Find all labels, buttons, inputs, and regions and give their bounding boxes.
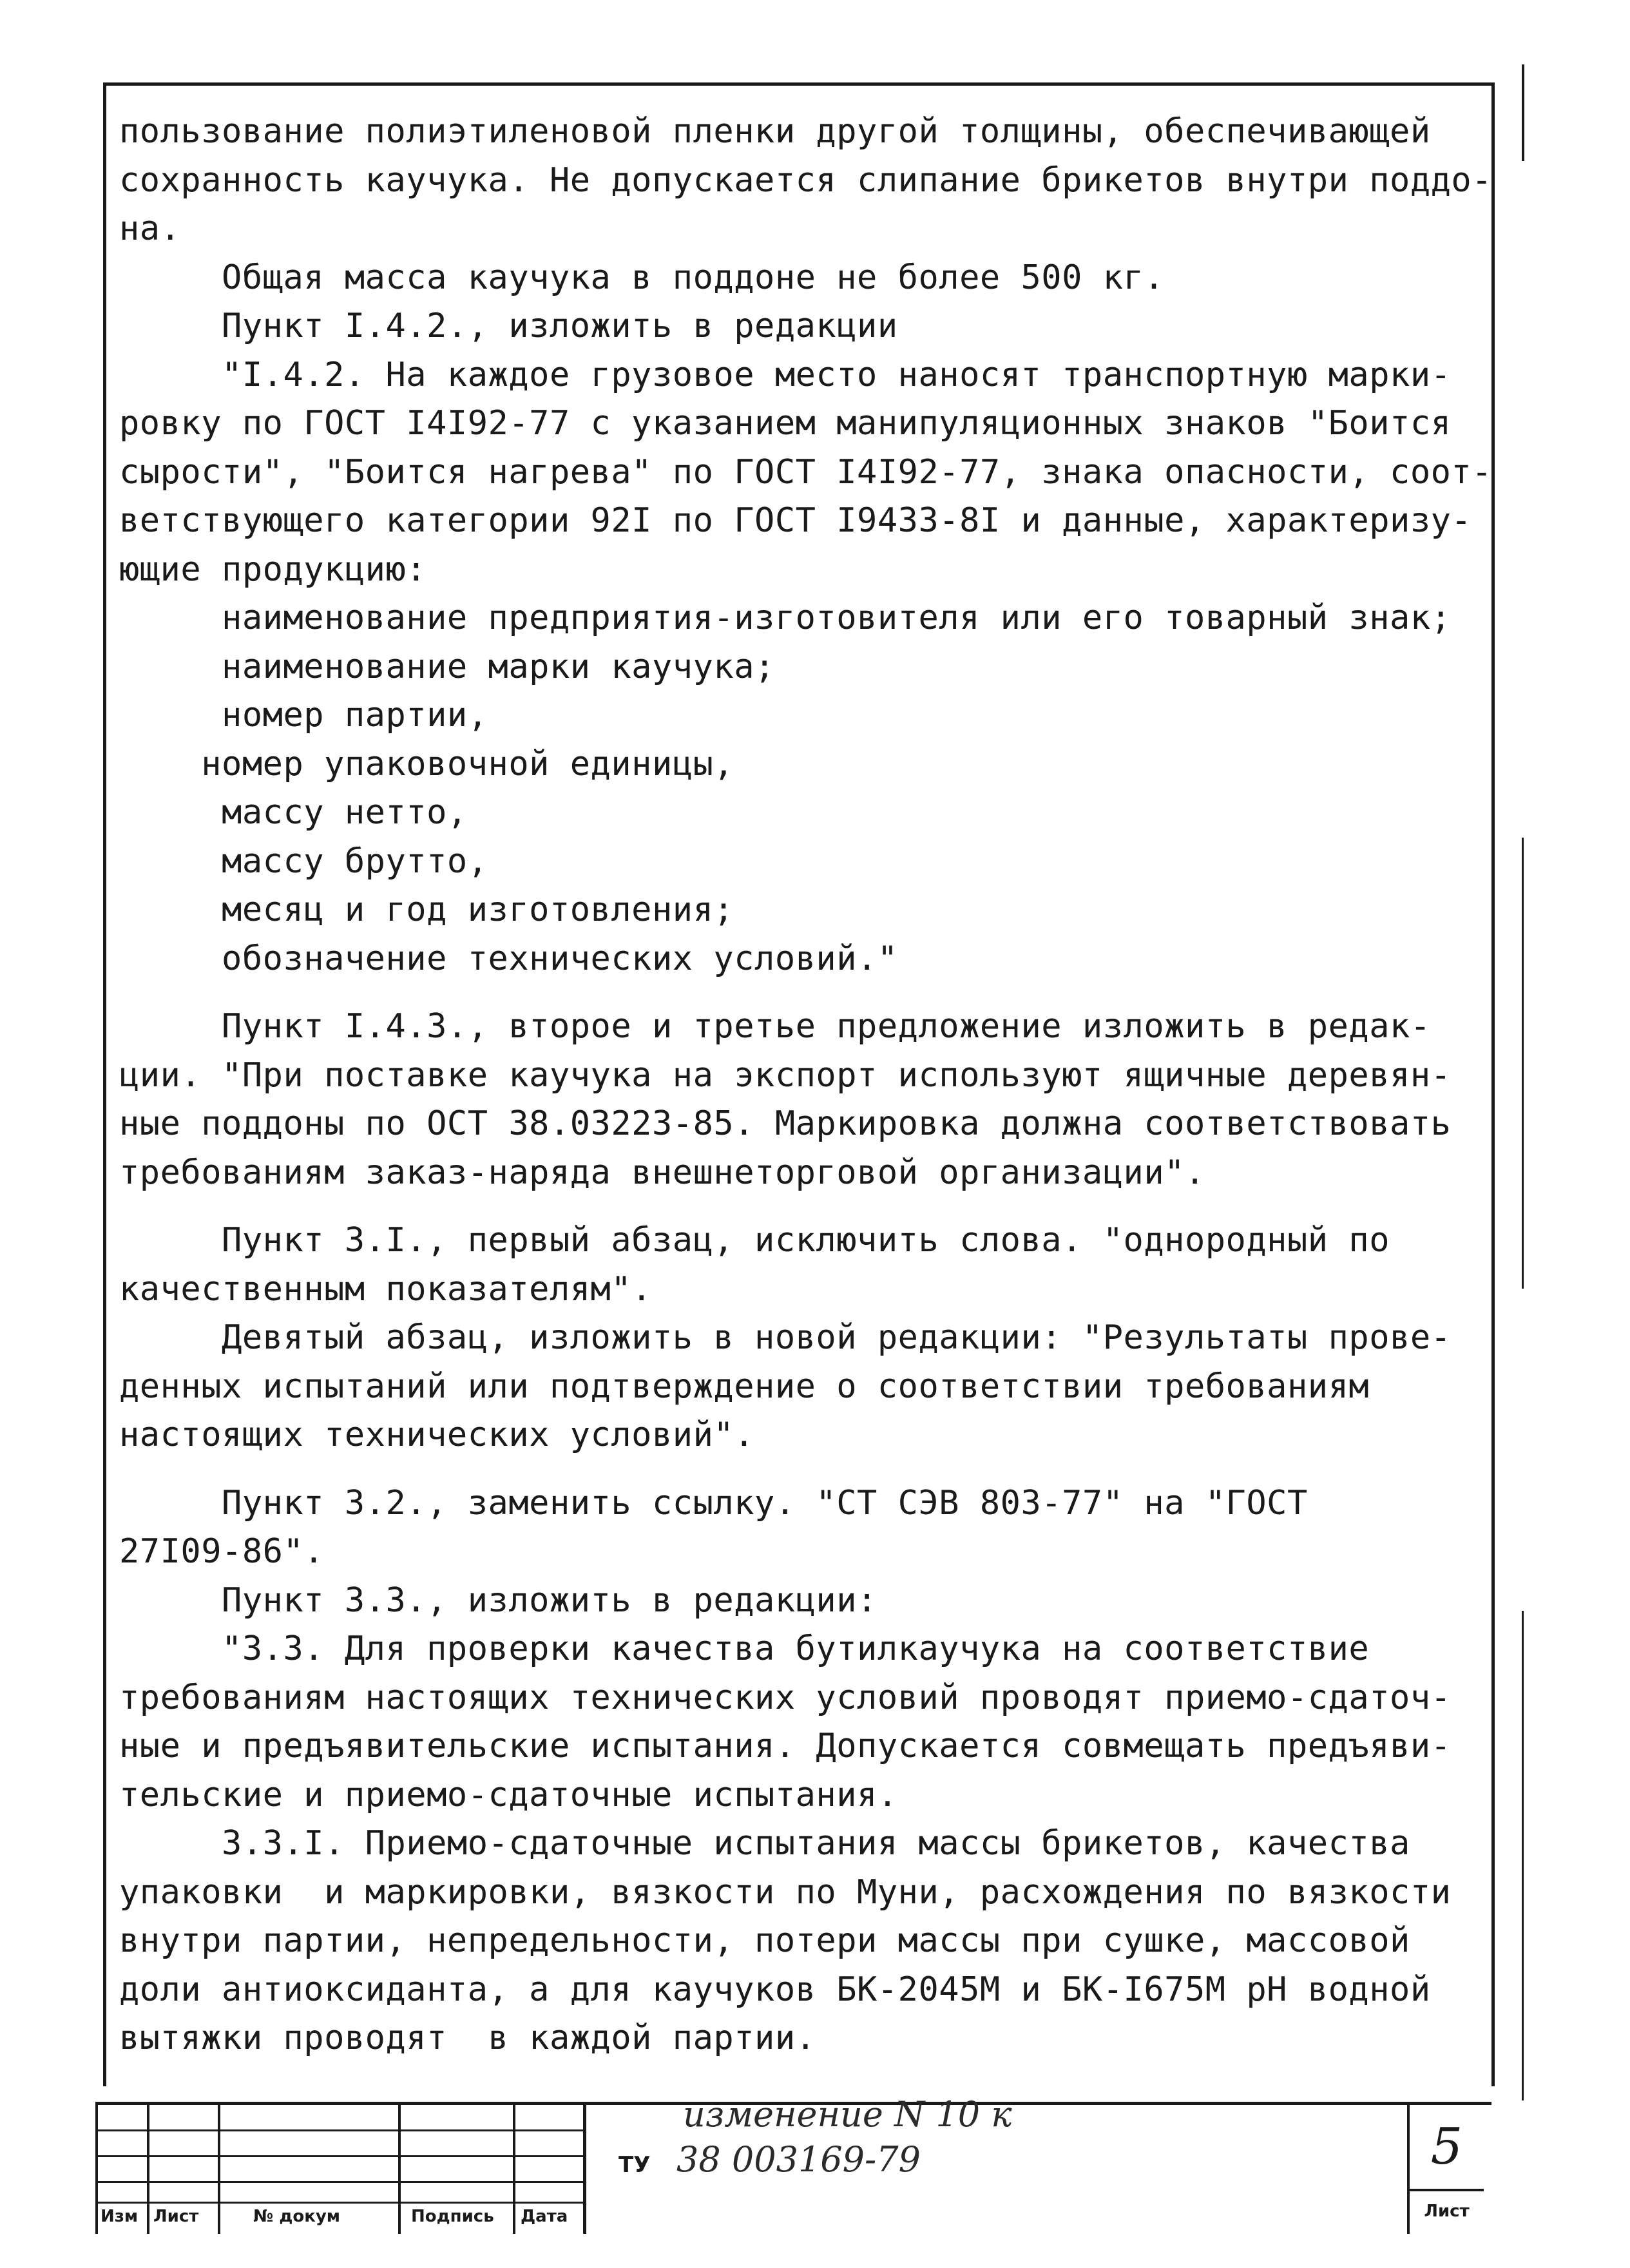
stamp-col-date: Дата [521, 2207, 568, 2226]
text-line: тельские и приемо-сдаточные испытания. [119, 1775, 898, 1814]
tu-prefix: ТУ [618, 2152, 651, 2178]
text-line: ные и предъявительские испытания. Допускается совмещать предъяви- [119, 1727, 1452, 1765]
text-line: пользование полиэтиленовой пленки другой толщины, обеспечивающей [119, 112, 1431, 151]
text-line: номер партии, [119, 696, 488, 735]
stamp-col-doc: № докум [253, 2207, 341, 2226]
text-line: ющие продукцию: [119, 550, 427, 589]
stamp-col-izm: Изм [101, 2207, 139, 2226]
stamp-col-line [95, 2105, 98, 2234]
sheet-number: 5 [1430, 2118, 1463, 2176]
change-note-handwritten: изменение N 10 к [683, 2094, 1012, 2135]
text-line: массу нетто, [119, 793, 468, 832]
stamp-row-line [95, 2129, 585, 2131]
right-margin-mark [1522, 1611, 1524, 2100]
stamp-col-line [218, 2105, 220, 2234]
text-line: внутри партии, непредельности, потери массы при сушке, массовой [119, 1921, 1410, 1960]
text-line: денных испытаний или подтверждение о соответствии требованиям [119, 1367, 1370, 1406]
text-line: номер упаковочной единицы, [119, 744, 734, 783]
text-line: доли антиоксиданта, а для каучуков БК-2045М и БК-I675М рН водной [119, 1970, 1431, 2009]
text-line: качественным показателям". [119, 1269, 652, 1309]
text-line: требованиям настоящих технических условий проводят приемо-сдаточ- [119, 1678, 1452, 1717]
text-line: "I.4.2. На каждое грузовое место наносят транспортную марки- [119, 355, 1452, 394]
text-line: вытяжки проводят в каждой партии. [119, 2019, 816, 2057]
right-margin-mark [1522, 64, 1524, 161]
text-line: наименование марки каучука; [119, 647, 775, 686]
text-line: сохранность каучука. Не допускается слипание брикетов внутри поддо- [119, 160, 1493, 200]
text-line: ровку по ГОСТ I4I92-77 с указанием манипуляционных знаков "Боится [119, 404, 1452, 443]
sheet-number-box [1407, 2105, 1484, 2234]
text-line: Пункт 3.2., заменить ссылку. "СТ СЭВ 803-77" на "ГОСТ [119, 1483, 1308, 1523]
text-line: на. [119, 209, 181, 248]
text-line: требованиям заказ-наряда внешнеторговой организации". [119, 1153, 1205, 1192]
text-line: Девятый абзац, изложить в новой редакции: "Результаты прове- [119, 1318, 1452, 1357]
right-margin-mark [1522, 838, 1524, 1289]
sheet-label: Лист [1424, 2202, 1470, 2221]
stamp-col-line [583, 2105, 586, 2234]
tu-number-handwritten: 38 003169-79 [676, 2139, 921, 2180]
text-line: сырости", "Боится нагрева" по ГОСТ I4I92-77, знака опасности, соот- [119, 452, 1493, 492]
stamp-col-line [147, 2105, 149, 2234]
stamp-col-sign: Подпись [411, 2207, 494, 2226]
text-line: ные поддоны по ОСТ 38.03223-85. Маркировка должна соответствовать [119, 1104, 1452, 1143]
text-line: наименование предприятия-изготовителя или его товарный знак; [119, 599, 1452, 637]
text-line: ции. "При поставке каучука на экспорт используют ящичные деревян- [119, 1055, 1452, 1095]
text-line: обозначение технических условий." [119, 939, 898, 978]
text-line: Пункт I.4.3., второе и третье предложение изложить в редак- [119, 1007, 1431, 1046]
stamp-row-line [95, 2155, 585, 2157]
text-line: 3.3.I. Приемо-сдаточные испытания массы брикетов, качества [119, 1824, 1410, 1863]
stamp-row-line [95, 2181, 585, 2183]
text-line: упаковки и маркировки, вязкости по Муни, расхождения по вязкости [119, 1872, 1452, 1912]
text-line: Общая масса каучука в поддоне не более 500 кг. [119, 258, 1165, 297]
text-line: массу брутто, [119, 841, 488, 881]
text-line: настоящих технических условий". [119, 1416, 755, 1454]
text-line: 27I09-86". [119, 1532, 325, 1571]
text-line: Пункт 3.3., изложить в редакции: [119, 1581, 877, 1620]
stamp-col-list: Лист [153, 2207, 199, 2226]
stamp-col-line [398, 2105, 401, 2234]
stamp-col-line [513, 2105, 515, 2234]
sheet-separator [1410, 2189, 1484, 2191]
text-line: ветствующего категории 92I по ГОСТ I9433-8I и данные, характеризу- [119, 501, 1472, 540]
text-line: "3.3. Для проверки качества бутилкаучука на соответствие [119, 1629, 1370, 1668]
text-line: месяц и год изготовления; [119, 890, 734, 929]
text-line: Пункт I.4.2., изложить в редакции [119, 307, 898, 345]
stamp-row-line [95, 2202, 585, 2204]
text-line: Пункт 3.I., первый абзац, исключить слова. "однородный по [119, 1221, 1390, 1260]
